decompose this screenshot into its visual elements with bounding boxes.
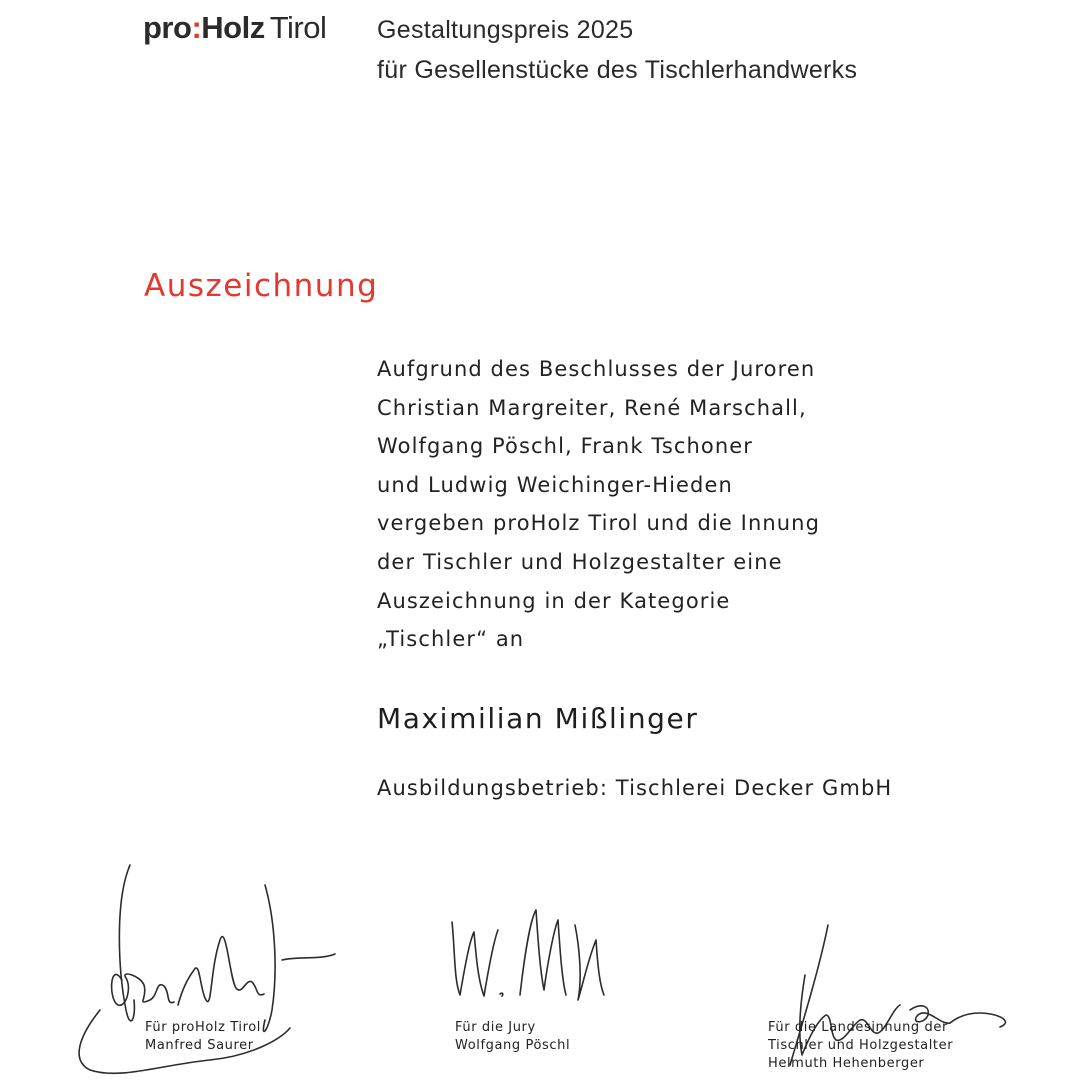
statement-line: vergeben proHolz Tirol und die Innung bbox=[377, 511, 821, 536]
statement-line: Christian Margreiter, René Marschall, bbox=[377, 395, 807, 420]
recipient-name: Maximilian Mißlinger bbox=[377, 702, 699, 735]
signature-role: Für proHolz Tirol bbox=[145, 1020, 262, 1035]
signature-role-line2: Tischler und Holzgestalter bbox=[768, 1038, 954, 1053]
statement-line: der Tischler und Holzgestalter eine bbox=[377, 549, 783, 574]
proholz-tirol-logo bbox=[143, 10, 326, 46]
statement-line: und Ludwig Weichinger-Hieden bbox=[377, 472, 733, 497]
signature-role: Für die Jury bbox=[455, 1020, 536, 1035]
statement-line: Aufgrund des Beschlusses der Juroren bbox=[377, 357, 816, 381]
signature-wolfgang-poeschl bbox=[440, 900, 620, 1020]
header-prize-title: Gestaltungspreis 2025 bbox=[377, 16, 634, 44]
signature-name: Helmuth Hehenberger bbox=[768, 1056, 925, 1071]
header bbox=[377, 10, 857, 90]
header-prize-subtitle: für Gesellenstücke des Tischlerhandwerks bbox=[377, 56, 858, 84]
training-company: Ausbildungsbetrieb: Tischlerei Decker GmbH bbox=[377, 776, 893, 800]
logo-holz: Holz bbox=[201, 10, 265, 45]
statement-line: Wolfgang Pöschl, Frank Tschoner bbox=[377, 434, 754, 459]
signature-name: Manfred Saurer bbox=[145, 1038, 254, 1053]
statement-line: „Tischler“ an bbox=[377, 627, 525, 652]
signature-role: Für die Landesinnung der bbox=[768, 1020, 948, 1035]
logo-pro: pro bbox=[143, 10, 192, 45]
signature-block-proholz bbox=[145, 1019, 261, 1055]
statement-line: Auszeichnung in der Kategorie bbox=[377, 588, 731, 613]
award-statement bbox=[377, 350, 820, 659]
logo-tirol: Tirol bbox=[269, 10, 327, 45]
signature-block-landesinnung bbox=[768, 1019, 953, 1073]
award-title: Auszeichnung bbox=[144, 268, 379, 304]
logo-colon: : bbox=[191, 10, 202, 45]
signature-name: Wolfgang Pöschl bbox=[455, 1038, 571, 1053]
signature-block-jury bbox=[455, 1019, 570, 1055]
